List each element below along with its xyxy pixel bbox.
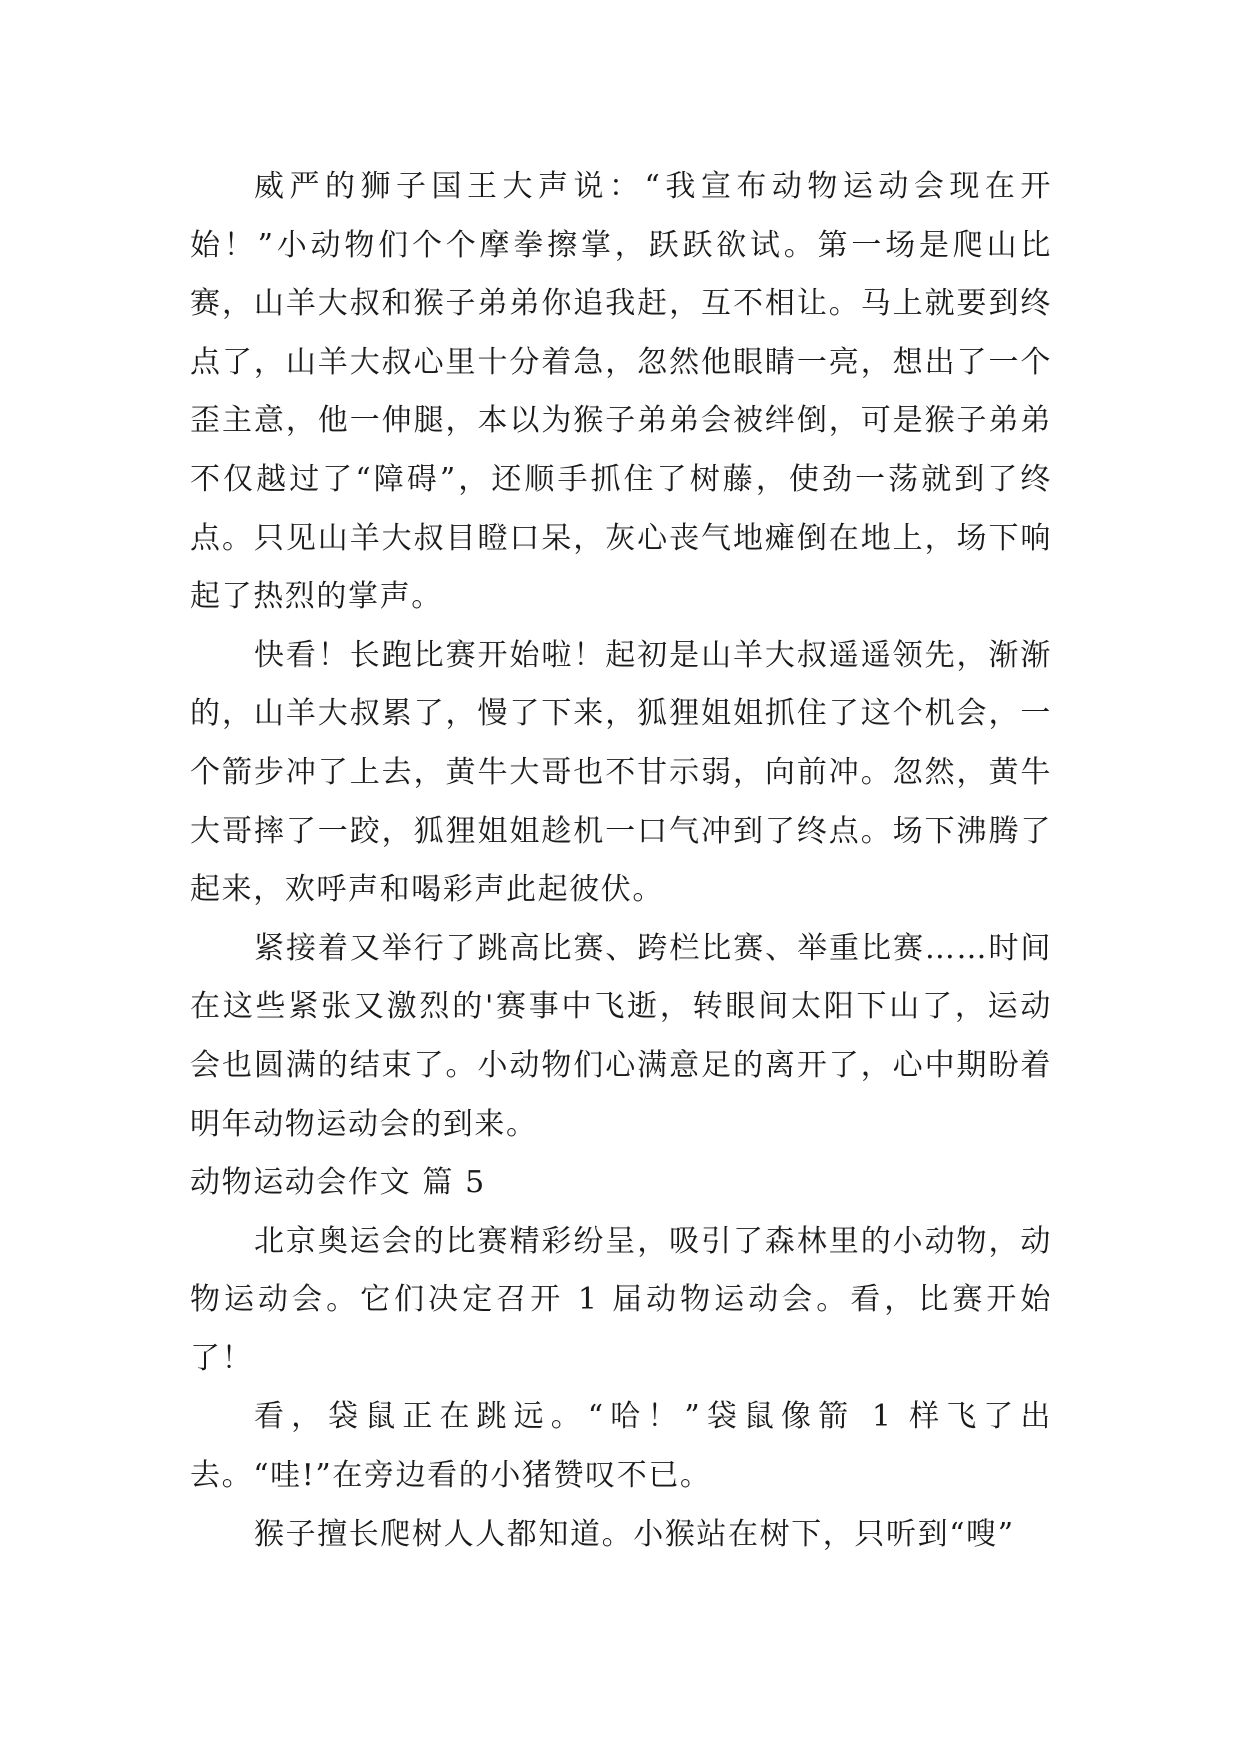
- paragraph-kangaroo-long-jump: 看，袋鼠正在跳远。“哈！”袋鼠像箭 1 样飞了出去。“哇!”在旁边看的小猪赞叹不已。: [190, 1399, 1052, 1494]
- document-body: [190, 158, 1052, 1564]
- paragraph-long-distance-race: 快看！长跑比赛开始啦！起初是山羊大叔遥遥领先，渐渐的，山羊大叔累了，慢了下来，狐狸姐姐抓住了这个机会，一个箭步冲了上去，黄牛大哥也不甘示弱，向前冲。忽然，黄牛大哥摔了一跤，狐狸姐姐趁机一口气冲到了终点。场下沸腾了起来，欢呼声和喝彩声此起彼伏。: [190, 637, 1052, 908]
- paragraph-lion-mountain-race: 威严的狮子国王大声说：“我宣布动物运动会现在开始！”小动物们个个摩拳擦掌，跃跃欲试。第一场是爬山比赛，山羊大叔和猴子弟弟你追我赶，互不相让。马上就要到终点了，山羊大叔心里十分着急，忽然他眼睛一亮，想出了一个歪主意，他一伸腿，本以为猴子弟弟会被绊倒，可是猴子弟弟不仅越过了“障碍”，还顺手抓住了树藤，使劲一荡就到了终点。只见山羊大叔目瞪口呆，灰心丧气地瘫倒在地上，场下响起了热烈的掌声。: [190, 169, 1052, 615]
- section-heading: 动物运动会作文 篇 5: [190, 1165, 486, 1201]
- paragraph-beijing-olympics: 北京奥运会的比赛精彩纷呈，吸引了森林里的小动物，动物运动会。它们决定召开 1 届动物运动会。看，比赛开始了！: [190, 1223, 1052, 1376]
- paragraph-other-events: 紧接着又举行了跳高比赛、跨栏比赛、举重比赛……时间在这些紧张又激烈的'赛事中飞逝，转眼间太阳下山了，运动会也圆满的结束了。小动物们心满意足的离开了，心中期盼着明年动物运动会的到来。: [190, 930, 1052, 1142]
- paragraph-monkey-climbing: 猴子擅长爬树人人都知道。小猴站在树下，只听到“嗖”: [254, 1516, 1015, 1552]
